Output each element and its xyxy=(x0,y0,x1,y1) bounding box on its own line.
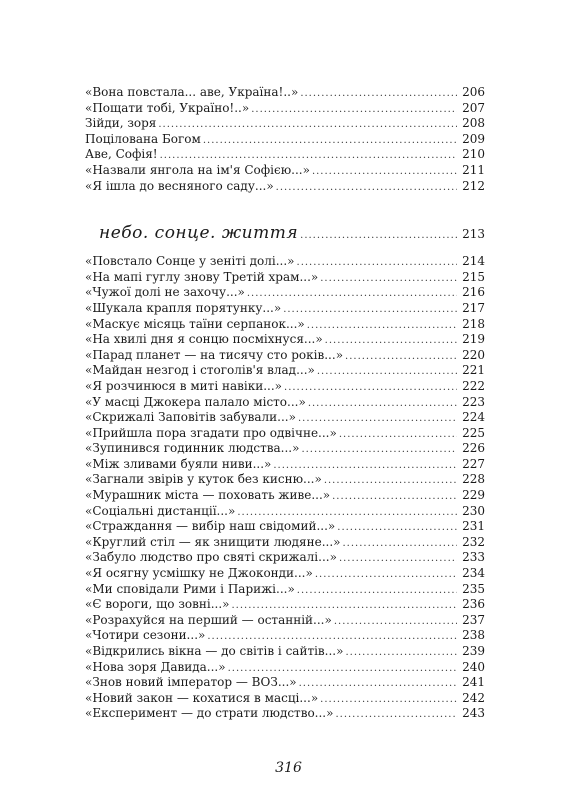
leader-dots xyxy=(283,302,457,318)
toc-entry xyxy=(85,628,485,644)
toc-entry xyxy=(85,441,485,457)
leader-dots xyxy=(312,164,457,180)
toc-entry-page: 217 xyxy=(462,300,485,315)
toc-entry-title: «Загнали звірів у куток без кисню...» xyxy=(85,472,322,487)
toc-list-bottom xyxy=(85,254,485,722)
leader-dots xyxy=(160,148,457,164)
toc-entry xyxy=(85,706,485,722)
section-page-number: 213 xyxy=(462,227,485,242)
toc-entry-page: 207 xyxy=(462,100,485,115)
toc-entry-title: «На хвилі дня я сонцю посміхнуся...» xyxy=(85,332,323,347)
toc-entry-title: «На мапі гуглу знову Третій храм...» xyxy=(85,269,319,284)
leader-dots xyxy=(308,396,457,412)
toc-entry xyxy=(85,613,485,629)
toc-entry-title: «Майдан незгод і стоголів'я влад...» xyxy=(85,363,315,378)
toc-entry-title: «Круглий стіл — як знищити людяне...» xyxy=(85,534,341,549)
toc-entry-page: 211 xyxy=(462,162,485,177)
toc-entry xyxy=(85,582,485,598)
toc-entry xyxy=(85,85,485,101)
toc-entry xyxy=(85,179,485,195)
toc-entry-page: 215 xyxy=(462,269,485,284)
leader-dots xyxy=(284,380,457,396)
toc-entry-title: «Пощати тобі, Україно!..» xyxy=(85,100,250,115)
toc-entry xyxy=(85,488,485,504)
leader-dots xyxy=(301,442,457,458)
toc-entry xyxy=(85,426,485,442)
leader-dots xyxy=(297,583,457,599)
leader-dots xyxy=(203,133,457,149)
toc-entry-title: «У масці Джокера палало місто...» xyxy=(85,394,306,409)
toc-entry xyxy=(85,691,485,707)
section-title: небо. сонце. життя xyxy=(99,223,299,244)
toc-entry-page: 228 xyxy=(462,472,485,487)
toc-entry xyxy=(85,472,485,488)
toc-entry-page: 225 xyxy=(462,425,485,440)
toc-entry-page: 212 xyxy=(462,178,485,193)
leader-dots xyxy=(339,427,457,443)
toc-entry-title: Поцілована Богом xyxy=(85,131,201,146)
toc-entry-page: 214 xyxy=(462,254,485,269)
toc-entry-title: Зійди, зоря xyxy=(85,116,157,131)
toc-entry-page: 241 xyxy=(462,675,485,690)
toc-entry xyxy=(85,270,485,286)
toc-entry-title: «Є вороги, що зовні...» xyxy=(85,597,230,612)
toc-entry-page: 239 xyxy=(462,644,485,658)
toc-entry-title: «Назвали янгола на ім'я Софією...» xyxy=(85,162,310,177)
leader-dots xyxy=(237,505,457,521)
leader-dots xyxy=(339,551,457,567)
toc-entry-title: «Я ішла до весняного саду...» xyxy=(85,178,274,193)
toc-entry-page: 208 xyxy=(462,116,485,131)
toc-entry-title: «Парад планет — на тисячу сто років...» xyxy=(85,347,344,362)
toc-entry-title: «Ми сповідали Рими і Парижі...» xyxy=(85,581,295,596)
leader-dots xyxy=(207,629,457,645)
toc-entry-title: «Знов новий імператор — ВОЗ...» xyxy=(85,675,297,690)
toc-entry-title: «Забуло людство про святі скрижалі...» xyxy=(85,550,337,565)
toc-entry-page: 235 xyxy=(462,581,485,596)
leader-dots xyxy=(247,286,457,302)
toc-entry xyxy=(85,566,485,582)
toc-entry-page: 242 xyxy=(462,690,485,705)
toc-entry-title: «Між зливами буяли ниви...» xyxy=(85,456,272,471)
toc-entry-page: 223 xyxy=(462,394,485,409)
toc-entry-page: 243 xyxy=(462,706,485,721)
leader-dots xyxy=(343,536,458,552)
leader-dots xyxy=(300,225,457,247)
toc-entry-title: «Шукала крапля порятунку...» xyxy=(85,300,282,315)
toc-entry-page: 240 xyxy=(462,659,485,674)
leader-dots xyxy=(337,520,457,536)
toc-entry xyxy=(85,660,485,676)
toc-entry-title: «Маскує місяць таїни серпанок...» xyxy=(85,316,305,331)
leader-dots xyxy=(299,676,457,692)
leader-dots xyxy=(335,707,457,723)
toc-entry-page: 226 xyxy=(462,441,485,456)
toc-entry-title: «Страждання — вибір наш свідомий...» xyxy=(85,519,336,534)
toc-entry-title: «Прийшла пора згадати про одвічне...» xyxy=(85,425,337,440)
toc-entry-page: 234 xyxy=(462,566,485,581)
toc-entry-page: 232 xyxy=(462,534,485,549)
toc-entry-page: 227 xyxy=(462,456,485,471)
table-of-contents xyxy=(85,85,485,722)
toc-entry-title: «Соціальні дистанції...» xyxy=(85,503,236,518)
page-number: 316 xyxy=(275,760,302,776)
toc-entry-page: 210 xyxy=(462,147,485,162)
toc-entry xyxy=(85,348,485,364)
leader-dots xyxy=(231,598,457,614)
toc-entry xyxy=(85,644,485,660)
toc-entry xyxy=(85,535,485,551)
toc-entry-title: «Мурашник міста — поховать живе...» xyxy=(85,488,331,503)
toc-entry xyxy=(85,101,485,117)
toc-entry xyxy=(85,550,485,566)
toc-entry xyxy=(85,379,485,395)
toc-entry xyxy=(85,132,485,148)
toc-entry xyxy=(85,675,485,691)
toc-entry-page: 233 xyxy=(462,550,485,565)
toc-entry-page: 230 xyxy=(462,503,485,518)
toc-entry-page: 220 xyxy=(462,347,485,362)
leader-dots xyxy=(276,180,457,196)
toc-entry xyxy=(85,116,485,132)
leader-dots xyxy=(307,318,457,334)
leader-dots xyxy=(345,645,457,661)
toc-entry xyxy=(85,410,485,426)
toc-entry-title: «Повстало Сонце у зеніті долі...» xyxy=(85,254,295,269)
toc-entry xyxy=(85,504,485,520)
toc-entry-title: «Експеримент — до страти людство...» xyxy=(85,706,334,721)
toc-entry-title: «Я розчинюся в миті навіки...» xyxy=(85,378,283,393)
leader-dots xyxy=(320,271,457,287)
toc-entry xyxy=(85,147,485,163)
toc-entry-title: «Скрижалі Заповітів забували...» xyxy=(85,410,296,425)
toc-entry-page: 237 xyxy=(462,612,485,627)
leader-dots xyxy=(273,458,457,474)
section-gap xyxy=(85,194,485,222)
toc-entry-page: 222 xyxy=(462,378,485,393)
toc-entry xyxy=(85,457,485,473)
toc-entry xyxy=(85,254,485,270)
toc-entry xyxy=(85,332,485,348)
leader-dots xyxy=(324,473,457,489)
toc-entry-title: «Новий закон — кохатися в масці...» xyxy=(85,690,319,705)
leader-dots xyxy=(228,661,457,677)
toc-entry xyxy=(85,301,485,317)
toc-entry xyxy=(85,363,485,379)
toc-entry-title: «Розрахуйся на перший — останній...» xyxy=(85,612,332,627)
toc-entry-title: «Відкрились вікна — до світів і сайтів...» xyxy=(85,644,344,658)
toc-entry-page: 238 xyxy=(462,628,485,643)
toc-entry-title: «Чужої долі не захочу...» xyxy=(85,285,245,300)
leader-dots xyxy=(320,692,457,708)
toc-entry-page: 209 xyxy=(462,131,485,146)
toc-entry-title: «Я осягну усмішку не Джоконди...» xyxy=(85,566,313,581)
leader-dots xyxy=(345,349,457,365)
leader-dots xyxy=(297,255,457,271)
leader-dots xyxy=(332,489,457,505)
leader-dots xyxy=(158,117,457,133)
toc-entry xyxy=(85,395,485,411)
toc-entry xyxy=(85,285,485,301)
leader-dots xyxy=(325,333,457,349)
toc-entry-page: 206 xyxy=(462,85,485,99)
toc-entry-page: 224 xyxy=(462,410,485,425)
leader-dots xyxy=(251,102,457,118)
toc-list-top xyxy=(85,85,485,194)
toc-entry-title: «Вона повстала... аве, Україна!..» xyxy=(85,85,299,99)
leader-dots xyxy=(317,364,457,380)
toc-entry xyxy=(85,519,485,535)
section-heading-entry xyxy=(85,222,485,244)
leader-dots xyxy=(300,86,457,102)
toc-entry-page: 218 xyxy=(462,316,485,331)
toc-entry xyxy=(85,597,485,613)
toc-entry-title: «Зупинився годинник людства...» xyxy=(85,441,300,456)
toc-entry-page: 219 xyxy=(462,332,485,347)
toc-entry xyxy=(85,317,485,333)
toc-entry-title: «Чотири сезони...» xyxy=(85,628,206,643)
toc-entry xyxy=(85,163,485,179)
toc-entry-page: 236 xyxy=(462,597,485,612)
leader-dots xyxy=(315,567,457,583)
leader-dots xyxy=(334,614,457,630)
toc-entry-page: 216 xyxy=(462,285,485,300)
toc-entry-title: Аве, Софія! xyxy=(85,147,158,162)
leader-dots xyxy=(298,411,457,427)
toc-entry-page: 231 xyxy=(462,519,485,534)
toc-entry-page: 229 xyxy=(462,488,485,503)
toc-entry-title: «Нова зоря Давида...» xyxy=(85,659,226,674)
toc-entry-page: 221 xyxy=(462,363,485,378)
